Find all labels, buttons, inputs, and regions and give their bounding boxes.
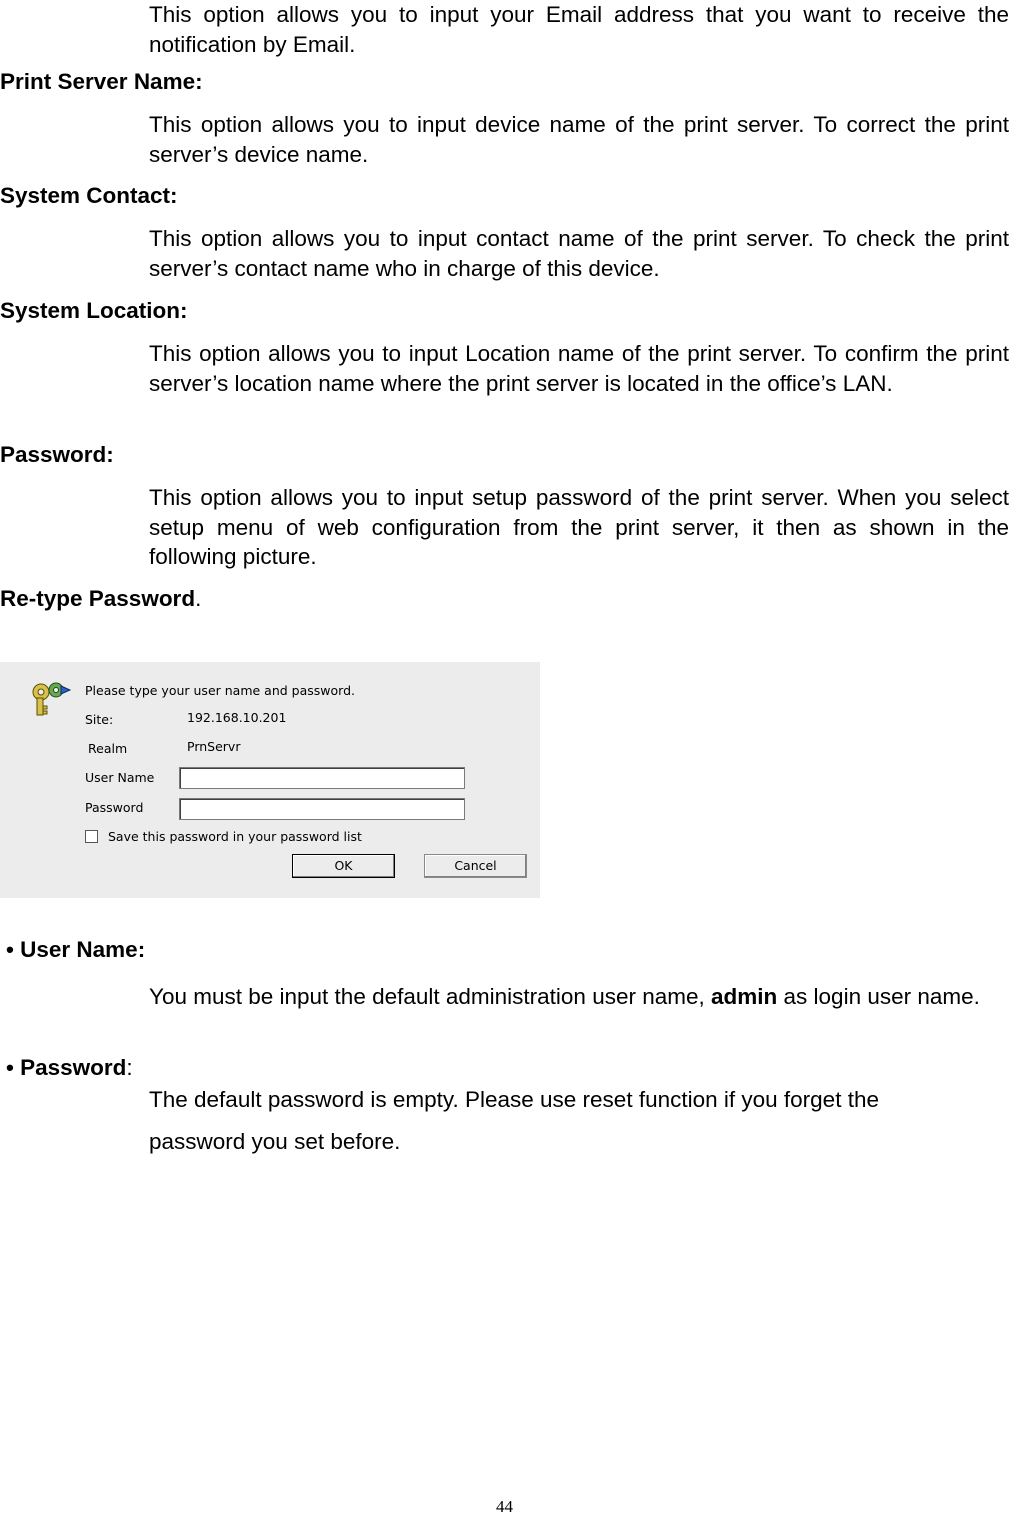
site-label: Site: [85,712,114,727]
user-name-desc-after: as login user name. [777,984,980,1009]
password-description: This option allows you to input setup password of the print server. When you select setup menu of web configuration from the print server, it then as shown in the following picture. [149,485,1009,569]
user-name-desc-before: You must be input the default administration user name, [149,984,712,1009]
user-name-heading: • User Name: [6,937,146,962]
password-bullet-label: • Password [6,1055,127,1080]
password-bullet-line1: The default password is empty. Please use reset function if you forget the [149,1087,879,1112]
password-heading: Password: [0,442,114,467]
realm-value: PrnServr [187,739,241,754]
page-number: 44 [496,1497,513,1516]
realm-label: Realm [88,741,128,756]
password-bullet-line2: password you set before. [149,1129,401,1154]
password-label: Password [85,800,144,815]
user-name-description [149,982,1009,1012]
user-name-input[interactable] [179,767,465,789]
system-contact-heading: System Contact: [0,183,178,208]
print-server-name-heading: Print Server Name: [0,69,203,94]
retype-password-label: Re-type Password [0,586,196,611]
save-password-label: Save this password in your password list [108,829,362,844]
site-value: 192.168.10.201 [187,710,287,725]
retype-password-suffix: . [195,586,202,611]
system-location-description: This option allows you to input Location name of the print server. To confirm the print server’s location name where the print server is located in the office’s LAN. [149,341,1009,396]
password-bullet-heading [6,1054,133,1082]
print-server-name-description: This option allows you to input device name of the print server. To correct the print server’s device name. [149,112,1009,167]
user-name-label: User Name [85,770,155,785]
system-location-heading: System Location: [0,298,188,323]
ok-button[interactable]: OK [292,854,395,878]
system-contact-description: This option allows you to input contact name of the print server. To check the print server’s contact name who in charge of this device. [149,226,1009,281]
dialog-prompt: Please type your user name and password. [85,683,355,698]
cancel-button[interactable]: Cancel [424,854,527,878]
retype-password-heading [0,585,201,613]
password-input[interactable] [179,798,465,820]
password-bullet-suffix: : [126,1055,133,1080]
keys-icon [28,680,76,718]
admin-username: admin [711,984,778,1009]
login-dialog [0,662,540,898]
save-password-checkbox[interactable] [85,830,98,843]
email-description: This option allows you to input your Email address that you want to receive the notification by Email. [149,2,1009,57]
